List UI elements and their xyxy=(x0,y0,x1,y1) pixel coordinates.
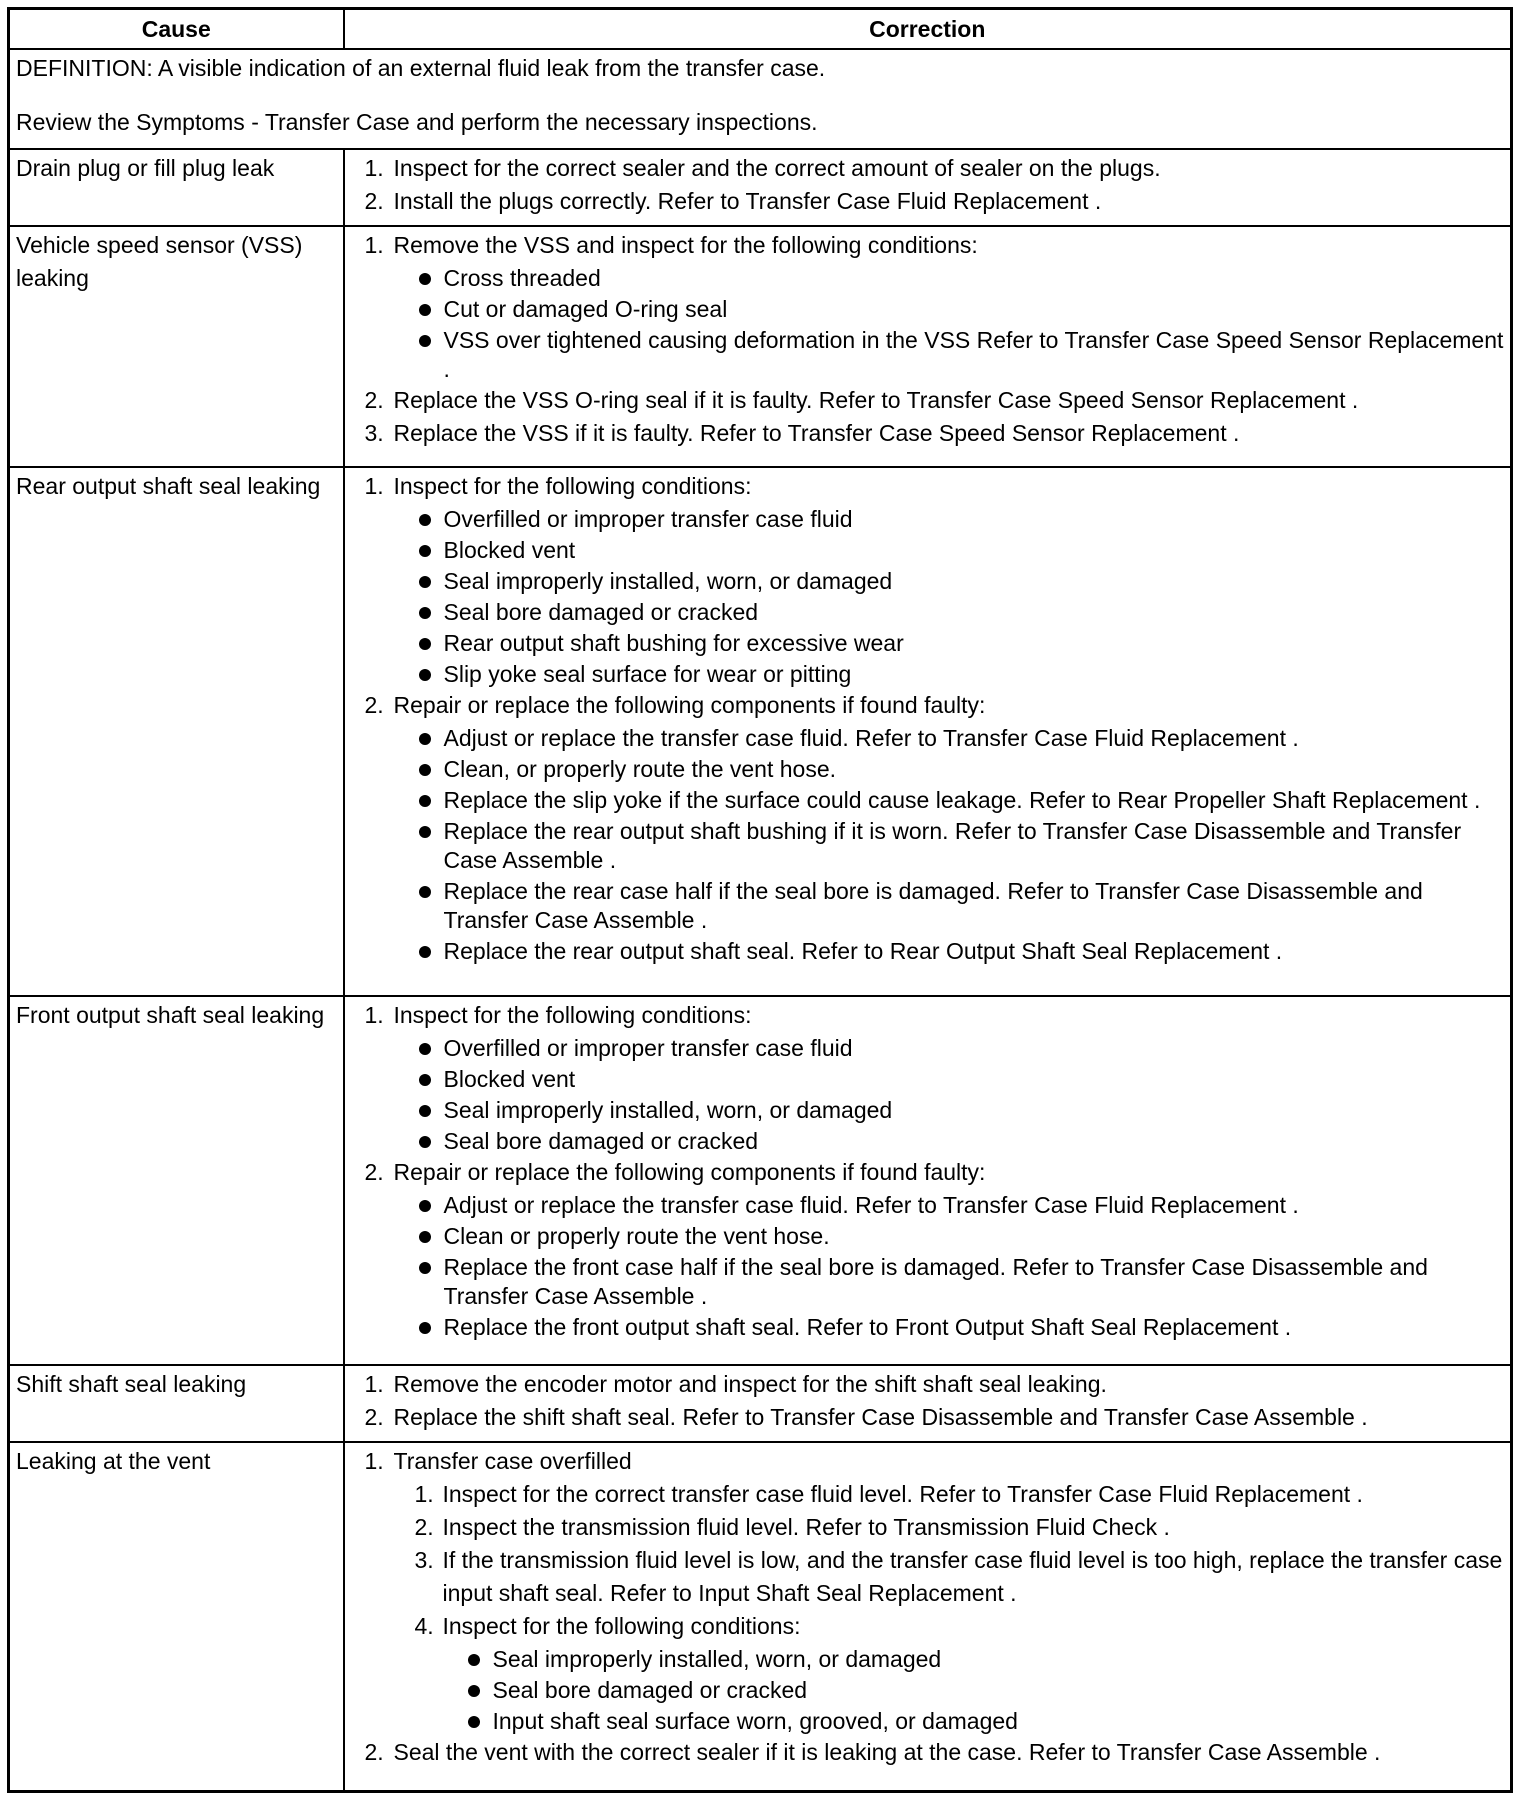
bullet-item xyxy=(401,815,1505,875)
correction-cell xyxy=(344,467,1512,996)
bullet-icon xyxy=(468,1654,480,1666)
bullet-icon xyxy=(419,335,431,347)
table-row xyxy=(9,149,1512,227)
bullet-text: Seal bore damaged or cracked xyxy=(443,1128,759,1155)
step-number: 2. xyxy=(364,387,384,414)
step-number: 1. xyxy=(364,154,384,181)
step-item xyxy=(351,384,1505,417)
bullet-list xyxy=(401,722,1505,966)
bullet-text: Clean, or properly route the vent hose. xyxy=(443,755,837,782)
step-item xyxy=(351,152,1505,185)
header-row xyxy=(9,9,1512,50)
bullet-icon xyxy=(419,638,431,650)
bullet-icon xyxy=(419,1231,431,1243)
step-list xyxy=(351,999,1505,1342)
definition-text: DEFINITION: A visible indication of an external fluid leak from the transfer case. xyxy=(16,55,826,81)
step-text: Repair or replace the following components if found faulty: xyxy=(393,1159,986,1186)
bullet-text: Replace the front case half if the seal bore is damaged. Refer to Transfer Case Disassemble and Transfer Case Assemble . xyxy=(443,1254,1428,1310)
bullet-item xyxy=(401,324,1505,384)
correction-cell xyxy=(344,149,1512,227)
bullet-item xyxy=(401,784,1505,815)
step-item xyxy=(351,1445,1505,1736)
table-row xyxy=(9,1442,1512,1791)
cause-cell: Drain plug or fill plug leak xyxy=(9,149,344,227)
step-text: Inspect for the correct transfer case fluid level. Refer to Transfer Case Fluid Replacement . xyxy=(442,1481,1363,1508)
step-number: 1. xyxy=(414,1481,434,1508)
bullet-item xyxy=(401,596,1505,627)
bullet-text: Cut or damaged O-ring seal xyxy=(443,296,728,323)
bullet-icon xyxy=(419,1322,431,1334)
table-row xyxy=(9,226,1512,466)
bullet-icon xyxy=(419,733,431,745)
step-number: 2. xyxy=(364,1403,384,1430)
step-list xyxy=(351,470,1505,966)
bullet-text: Replace the rear case half if the seal bore is damaged. Refer to Transfer Case Disassemble and Transfer Case Assemble . xyxy=(443,877,1423,933)
table-row xyxy=(9,1365,1512,1443)
troubleshooting-table xyxy=(7,7,1513,1793)
step-item xyxy=(351,470,1505,689)
cause-cell: Leaking at the vent xyxy=(9,1442,344,1791)
bullet-item xyxy=(401,1189,1505,1220)
step-number: 1. xyxy=(364,1002,384,1029)
bullet-item xyxy=(401,1220,1505,1251)
correction-cell xyxy=(344,996,1512,1365)
bullet-text: Rear output shaft bushing for excessive wear xyxy=(443,629,904,656)
step-item xyxy=(401,1478,1505,1511)
step-item xyxy=(351,1156,1505,1342)
step-number: 4. xyxy=(414,1613,434,1640)
bullet-text: Seal bore damaged or cracked xyxy=(492,1677,808,1704)
bullet-text: Slip yoke seal surface for wear or pitting xyxy=(443,660,852,687)
bullet-icon xyxy=(419,1200,431,1212)
step-text: Seal the vent with the correct sealer if it is leaking at the case. Refer to Transfer Case Assemble . xyxy=(393,1739,1381,1766)
bullet-icon xyxy=(419,304,431,316)
bullet-text: Clean or properly route the vent hose. xyxy=(443,1223,830,1250)
table-row xyxy=(9,467,1512,996)
bullet-item xyxy=(401,935,1505,966)
correction-cell xyxy=(344,1365,1512,1443)
bullet-icon xyxy=(419,514,431,526)
step-number: 3. xyxy=(414,1547,434,1574)
bullet-text: Seal improperly installed, worn, or damaged xyxy=(443,1097,893,1124)
review-text: Review the Symptoms - Transfer Case and perform the necessary inspections. xyxy=(16,109,818,135)
step-item xyxy=(351,185,1505,218)
bullet-list xyxy=(401,1032,1505,1156)
bullet-text: Seal bore damaged or cracked xyxy=(443,598,759,625)
step-text: Inspect the transmission fluid level. Refer to Transmission Fluid Check . xyxy=(442,1514,1170,1541)
bullet-list xyxy=(401,262,1505,384)
step-item xyxy=(351,229,1505,384)
bullet-icon xyxy=(419,607,431,619)
bullet-text: Blocked vent xyxy=(443,1066,576,1093)
bullet-text: Replace the slip yoke if the surface could cause leakage. Refer to Rear Propeller Shaft Replacement . xyxy=(443,786,1481,813)
bullet-icon xyxy=(419,826,431,838)
step-list xyxy=(351,152,1505,218)
step-list xyxy=(351,1368,1505,1434)
bullet-icon xyxy=(419,795,431,807)
bullet-text: Replace the rear output shaft seal. Refer to Rear Output Shaft Seal Replacement . xyxy=(443,937,1283,964)
step-list xyxy=(401,1478,1505,1736)
cause-cell: Front output shaft seal leaking xyxy=(9,996,344,1365)
bullet-text: Input shaft seal surface worn, grooved, or damaged xyxy=(492,1708,1018,1735)
table-row xyxy=(9,996,1512,1365)
bullet-text: Replace the front output shaft seal. Refer to Front Output Shaft Seal Replacement . xyxy=(443,1314,1292,1341)
bullet-item xyxy=(401,1311,1505,1342)
step-item xyxy=(401,1610,1505,1736)
bullet-icon xyxy=(419,1136,431,1148)
bullet-list xyxy=(450,1643,1505,1736)
step-number: 1. xyxy=(364,1448,384,1475)
bullet-list xyxy=(401,503,1505,689)
bullet-item xyxy=(401,1125,1505,1156)
header-cause: Cause xyxy=(9,9,344,50)
step-text: Remove the VSS and inspect for the following conditions: xyxy=(393,232,978,259)
step-text: Replace the VSS O-ring seal if it is faulty. Refer to Transfer Case Speed Sensor Replacement . xyxy=(393,387,1359,414)
bullet-item xyxy=(401,627,1505,658)
step-number: 2. xyxy=(364,691,384,718)
step-item xyxy=(351,1368,1505,1401)
bullet-text: Blocked vent xyxy=(443,536,576,563)
step-number: 1. xyxy=(364,1370,384,1397)
step-item xyxy=(401,1544,1505,1610)
step-text: Repair or replace the following components if found faulty: xyxy=(393,691,986,718)
step-number: 2. xyxy=(414,1514,434,1541)
step-text: Replace the shift shaft seal. Refer to Transfer Case Disassemble and Transfer Case Assemble . xyxy=(393,1403,1368,1430)
bullet-icon xyxy=(468,1716,480,1728)
step-number: 2. xyxy=(364,1159,384,1186)
step-item xyxy=(401,1511,1505,1544)
bullet-text: Adjust or replace the transfer case fluid. Refer to Transfer Case Fluid Replacement . xyxy=(443,724,1299,751)
bullet-text: Seal improperly installed, worn, or damaged xyxy=(443,567,893,594)
bullet-icon xyxy=(419,946,431,958)
bullet-text: VSS over tightened causing deformation in the VSS Refer to Transfer Case Speed Sensor Replacement . xyxy=(443,327,1504,383)
step-text: Replace the VSS if it is faulty. Refer to Transfer Case Speed Sensor Replacement . xyxy=(393,420,1240,447)
step-text: Inspect for the following conditions: xyxy=(442,1613,801,1640)
cause-cell: Vehicle speed sensor (VSS) leaking xyxy=(9,226,344,466)
bullet-item xyxy=(450,1674,1505,1705)
bullet-text: Adjust or replace the transfer case fluid. Refer to Transfer Case Fluid Replacement . xyxy=(443,1192,1299,1219)
bullet-text: Overfilled or improper transfer case fluid xyxy=(443,505,853,532)
step-number: 2. xyxy=(364,187,384,214)
bullet-item xyxy=(401,1063,1505,1094)
bullet-item xyxy=(401,1032,1505,1063)
bullet-icon xyxy=(419,1043,431,1055)
bullet-item xyxy=(401,565,1505,596)
bullet-item xyxy=(401,1094,1505,1125)
bullet-list xyxy=(401,1189,1505,1342)
bullet-item xyxy=(401,262,1505,293)
bullet-text: Replace the rear output shaft bushing if it is worn. Refer to Transfer Case Disassemble and Transfer Case Assemble . xyxy=(443,817,1462,873)
bullet-icon xyxy=(419,1262,431,1274)
step-number: 1. xyxy=(364,232,384,259)
step-item xyxy=(351,689,1505,966)
bullet-icon xyxy=(468,1685,480,1697)
bullet-icon xyxy=(419,764,431,776)
header-correction: Correction xyxy=(344,9,1512,50)
step-text: If the transmission fluid level is low, and the transfer case fluid level is too high, replace the transfer case input shaft seal. Refer to Input Shaft Seal Replacement . xyxy=(442,1547,1503,1607)
step-text: Remove the encoder motor and inspect for the shift shaft seal leaking. xyxy=(393,1370,1107,1397)
step-number: 1. xyxy=(364,472,384,499)
bullet-item xyxy=(401,293,1505,324)
step-number: 3. xyxy=(364,420,384,447)
step-text: Transfer case overfilled xyxy=(393,1448,632,1475)
step-item xyxy=(351,1736,1505,1769)
correction-cell xyxy=(344,1442,1512,1791)
bullet-icon xyxy=(419,1105,431,1117)
bullet-icon xyxy=(419,1074,431,1086)
bullet-item xyxy=(450,1705,1505,1736)
bullet-item xyxy=(401,753,1505,784)
bullet-icon xyxy=(419,669,431,681)
step-text: Inspect for the correct sealer and the correct amount of sealer on the plugs. xyxy=(393,154,1161,181)
bullet-icon xyxy=(419,576,431,588)
step-number: 2. xyxy=(364,1739,384,1766)
bullet-item xyxy=(401,658,1505,689)
step-text: Inspect for the following conditions: xyxy=(393,472,752,499)
definition-row xyxy=(9,49,1512,149)
bullet-item xyxy=(401,722,1505,753)
step-text: Inspect for the following conditions: xyxy=(393,1002,752,1029)
bullet-text: Overfilled or improper transfer case fluid xyxy=(443,1035,853,1062)
step-item xyxy=(351,1401,1505,1434)
correction-cell xyxy=(344,226,1512,466)
bullet-item xyxy=(401,875,1505,935)
bullet-icon xyxy=(419,273,431,285)
bullet-item xyxy=(401,534,1505,565)
definition-cell xyxy=(9,49,1512,149)
step-list xyxy=(351,1445,1505,1769)
bullet-text: Seal improperly installed, worn, or damaged xyxy=(492,1646,942,1673)
bullet-item xyxy=(401,1251,1505,1311)
cause-cell: Rear output shaft seal leaking xyxy=(9,467,344,996)
step-text: Install the plugs correctly. Refer to Transfer Case Fluid Replacement . xyxy=(393,187,1102,214)
cause-cell: Shift shaft seal leaking xyxy=(9,1365,344,1443)
bullet-item xyxy=(450,1643,1505,1674)
bullet-item xyxy=(401,503,1505,534)
bullet-text: Cross threaded xyxy=(443,265,601,292)
step-list xyxy=(351,229,1505,450)
step-item xyxy=(351,417,1505,450)
step-item xyxy=(351,999,1505,1156)
bullet-icon xyxy=(419,886,431,898)
bullet-icon xyxy=(419,545,431,557)
